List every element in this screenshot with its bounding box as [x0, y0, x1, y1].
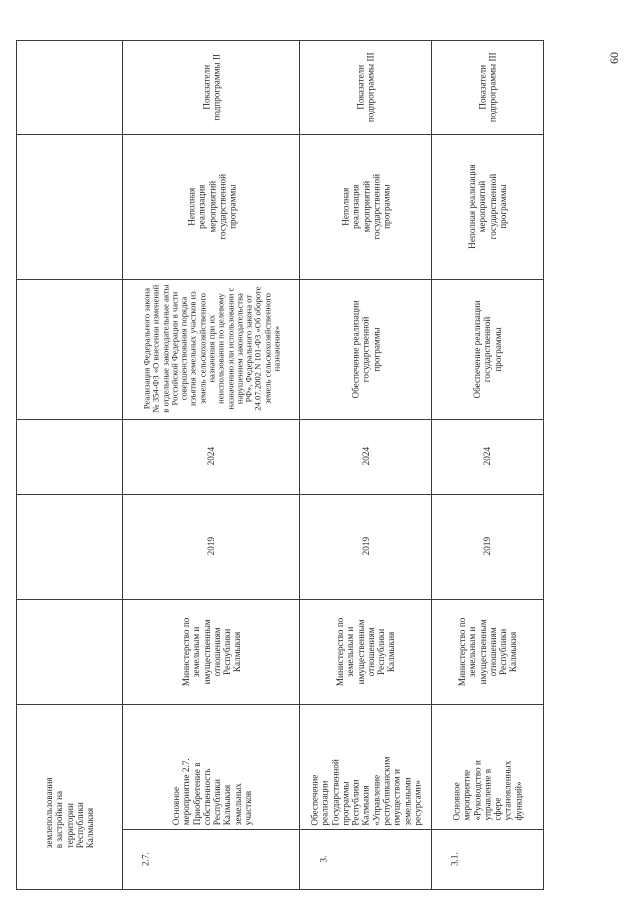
- row-2-7-indicators: Показатели подпрограммы II: [201, 54, 222, 121]
- row-3-indicators: Показатели подпрограммы III: [355, 52, 376, 123]
- row-separator: [299, 40, 300, 890]
- column-separator: [16, 419, 544, 420]
- row-3-end-year: 2024: [360, 447, 371, 466]
- page-number: [602, 46, 626, 70]
- row-2-7-executor: Министерство по земельным и имущественным отношениям Республики Калмыкия: [180, 617, 243, 686]
- row-3-1-number: 3.1.: [449, 852, 460, 866]
- row-2-7-start-year: 2019: [206, 537, 217, 556]
- row-3-1-start-year: 2019: [482, 537, 493, 556]
- row-3-number: 3.: [317, 855, 328, 863]
- column-separator: [122, 829, 544, 830]
- row-3-1-executor: Министерство по земельным и имущественным отношениям Республики Калмыкия: [456, 617, 519, 686]
- row-3-consequences: Неполная реализация мероприятий государственной программы: [340, 173, 392, 240]
- column-separator: [16, 494, 544, 495]
- row-2-7-end-year: 2024: [206, 447, 217, 466]
- row-3-1-indicators: Показатели подпрограммы III: [477, 52, 498, 123]
- row-3-expected-result: Обеспечение реализации государственной программы: [350, 299, 382, 399]
- table-border-bottom: [16, 889, 544, 890]
- column-separator: [16, 599, 544, 600]
- column-separator: [16, 279, 544, 280]
- row-3-1-expected-result: Обеспечение реализации государственной программы: [472, 299, 503, 399]
- table-border-left: [16, 40, 17, 890]
- measures-table: [16, 40, 544, 890]
- row-2-7-expected-result: Реализация Федерального закона № 354-ФЗ «О внесении изменений в отдельные законодательные акты Российской Федерации в части совершенствования порядка изъятия земельных участков из земель сельскохозяйственного назначения при их неиспользовании по целевому назначению или использовании с нарушением законодательства РФ», Федерального закона от 24.07.2002 N 101-ФЗ «Об обороте земель сельскохозяйственного назначения»: [140, 284, 281, 414]
- row-2-7-number: 2.7.: [140, 852, 151, 866]
- row-2-7-name: Основное мероприятие 2.7. Приобретение в собственность Республики Калмыкия земельных участков: [170, 758, 253, 826]
- page-number-text: 60: [606, 52, 621, 64]
- row-3-start-year: 2019: [360, 537, 371, 556]
- row-separator: [431, 40, 432, 890]
- column-separator: [16, 704, 544, 705]
- row-2-7-consequences: Неполная реализация мероприятий государственной программы: [185, 173, 237, 240]
- table-border-top: [16, 40, 544, 41]
- row-3-executor: Министерство по земельным и имущественным отношениям Республики Калмыкия: [335, 617, 397, 686]
- row-3-1-consequences: Неполная реализация мероприятий государственной программы: [466, 164, 508, 249]
- row-3-1-name: Основное мероприятие «Руководство и управление в сфере установленных функций»: [451, 760, 524, 821]
- row-separator: [122, 40, 123, 890]
- row-cont-name: землепользования в застройки на территории Республики Калмыкия: [43, 777, 95, 848]
- table-border-right: [543, 40, 544, 890]
- row-3-1-end-year: 2024: [482, 447, 493, 466]
- column-separator: [16, 134, 544, 135]
- row-3-name: Обеспечение реализации Государственной программы Республики Калмыкия «Управление республиканским имуществом и земельными ресурсами»: [309, 756, 423, 826]
